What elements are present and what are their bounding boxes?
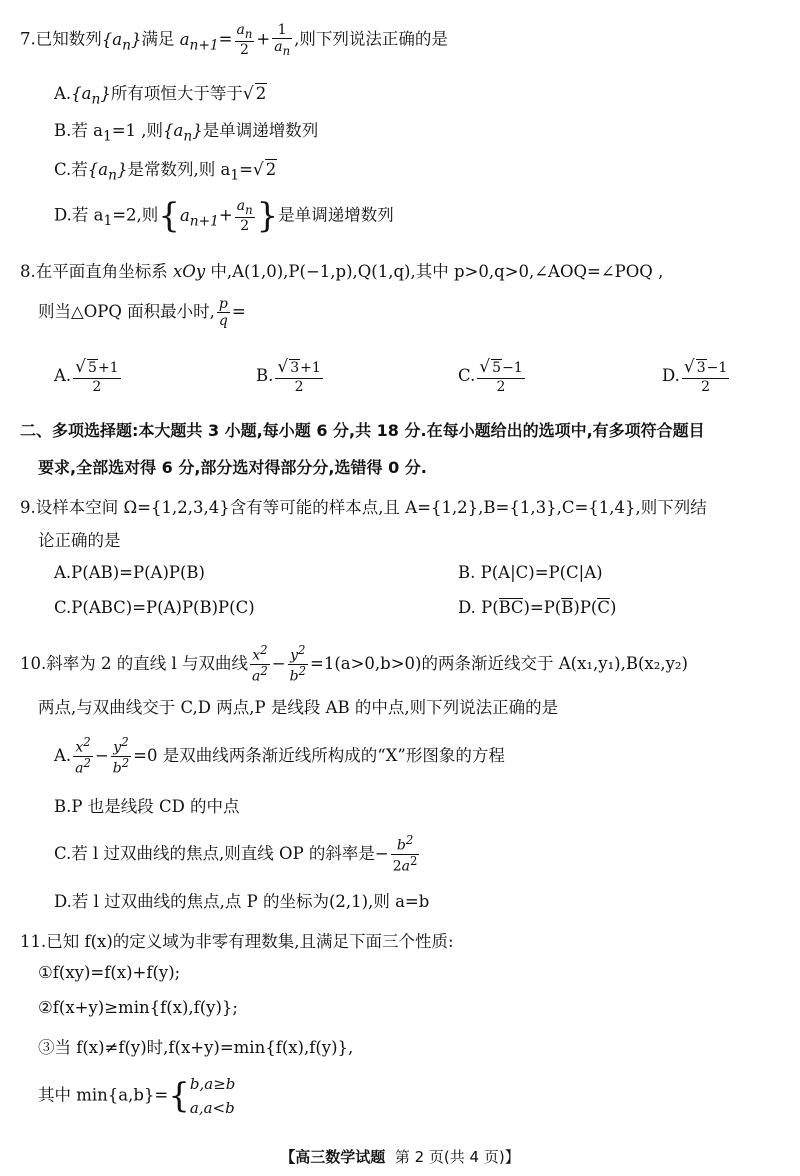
section2-heading-cont: 要求,全部选对得 6 分,部分选对得部分分,选错得 0 分. — [38, 458, 427, 477]
q10-fraction-y2-b2: $\frac{y^2}{b^2}$ — [289, 643, 306, 685]
q10-stem-text-2: =1(a>0,b>0)的两条渐近线交于 A(x₁,y₁),B(x₂,y₂) — [310, 653, 688, 673]
q8-stem-text: 8.在平面直角坐标系 — [20, 262, 173, 281]
q11-stem: 11.已知 f(x)的定义域为非零有理数集,且满足下面三个性质: — [20, 932, 454, 951]
q10-stem-text: 10.斜率为 2 的直线 l 与双曲线 — [20, 653, 248, 673]
q8-option-a — [54, 358, 123, 395]
q8-b-den: 2 — [294, 378, 304, 395]
q11-case-1: b,a≥b — [189, 1075, 236, 1093]
q10-a-label: A. — [54, 745, 72, 765]
q7-b-text: B.若 a — [54, 121, 103, 140]
q10-option-d: D.若 l 过双曲线的焦点,点 P 的坐标为(2,1),则 a=b — [54, 892, 430, 911]
q7-stem-text-3: ,则下列说法正确的是 — [294, 29, 448, 49]
q9-stem-cont: 论正确的是 — [38, 531, 121, 550]
q7-b-text-3: 是单调递增数列 — [202, 121, 319, 140]
q7-option-d: D.若 $a_1=2$,则{$a_{n+1}+$ $\frac{a_n}{2}$ }是单调递增数列 — [54, 196, 394, 237]
footer-page-number: 第 2 页(共 4 页)】 — [394, 1148, 520, 1166]
q7-option-a: $A.\{a_n\}$所有项恒大于等于√ 2 — [54, 84, 267, 108]
q11-property-3: ③当 f(x)≠f(y)时,f(x+y)=min{f(x),f(y)}, — [38, 1038, 354, 1057]
q10-option-a: A. $\frac{x^2}{a^2}$ − $\frac{y^2}{b^2}$ =0 是双曲线两条渐近线所构成的“X”形图象的方程 — [54, 735, 505, 777]
q10-option-b: B.P 也是线段 CD 的中点 — [54, 797, 240, 816]
q11-property-1: ①f(xy)=f(x)+f(y); — [38, 963, 181, 982]
q10-stem: 10.斜率为 2 的直线 l 与双曲线 $\frac{x^2}{a^2}$ − $\frac{y^2}{b^2}$ =1(a>0,b>0)的两条渐近线交于 A(x₁,y₁),B(x₂,y₂) — [20, 643, 688, 685]
q8-c-radicand: 5 — [492, 360, 502, 376]
q10-option-c — [54, 834, 421, 875]
q9-option-a: A.P(AB)=P(A)P(B) — [54, 563, 205, 582]
q8-a-radicand: 5 — [88, 360, 97, 376]
q7-stem: 7.已知数列$\{a_n\}$满足 $a_{n+1}=$ $\frac{a_n}{2}$ + $\frac{1}{a_n}$ ,则下列说法正确的是 — [20, 22, 448, 59]
q11-min-definition: 其中 min{a,b}={ b,a≥b a,a<b — [38, 1072, 235, 1120]
q8-stem-cont — [38, 296, 246, 329]
q7-a-text: 所有项恒大于等于 — [110, 84, 243, 103]
page-footer — [0, 1146, 800, 1167]
q10-c-text: C.若 l 过双曲线的焦点,则直线 OP 的斜率是− — [54, 843, 389, 863]
q8-a-den: 2 — [92, 378, 102, 395]
q11-where-text: 其中 min{a,b}= — [38, 1085, 169, 1105]
q9-stem: 9.设样本空间 Ω={1,2,3,4}含有等可能的样本点,且 A={1,2},B={1,3},C={1,4},则下列结 — [20, 498, 707, 517]
section2-heading: 二、多项选择题:本大题共 3 小题,每小题 6 分,共 18 分.在每小题给出的选项中,有多项符合题目 — [20, 421, 705, 440]
q10-stem-cont: 两点,与双曲线交于 C,D 两点,P 是线段 AB 的中点,则下列说法正确的是 — [38, 698, 559, 717]
q8-stem-text-3: 则当△OPQ 面积最小时, — [38, 302, 215, 322]
q8-coord-system: xOy — [173, 262, 206, 281]
q8-c-den: 2 — [496, 378, 506, 395]
q11-cases — [190, 1072, 235, 1120]
q7-a-label: A. — [54, 84, 72, 103]
q11-property-2: ②f(x+y)≥min{f(x),f(y)}; — [38, 998, 238, 1017]
q9-option-b: B. P(A|C)=P(C|A) — [458, 563, 603, 582]
q10-c-fraction: $\frac{b^2}{2a^2}$ — [392, 833, 418, 875]
q9-d-pre: D. P( — [458, 598, 499, 617]
q7-option-b: B.若 $a_1=1$ ,则$\{a_n\}$是单调递增数列 — [54, 121, 319, 145]
q10-a-fraction-y: $\frac{y^2}{b^2}$ — [112, 735, 130, 777]
q8-a-label: A. — [54, 365, 72, 385]
q11-case-2: a,a<b — [189, 1099, 235, 1117]
q9-d-mid-2: )P( — [573, 598, 598, 617]
q10-a-fraction-x: $\frac{x^2}{a^2}$ — [75, 735, 91, 777]
q10-fraction-x2-a2: $\frac{x^2}{a^2}$ — [252, 643, 268, 685]
q9-option-d: D. P(BC)=P(B)P(C) — [458, 598, 617, 617]
q8-stem-text-2: 中,A(1,0),P(−1,p),Q(1,q),其中 p>0,q>0,∠AOQ=∠POQ , — [205, 262, 664, 281]
q7-d-fraction: $\frac{a_n}{2}$ — [236, 198, 253, 235]
q7-d-text: D.若 a — [54, 205, 104, 225]
q8-c-label: C. — [458, 365, 476, 385]
q9-d-end: ) — [610, 598, 617, 617]
q7-b-text-2: =1 ,则 — [111, 121, 164, 140]
q7-option-c: C.若$\{a_n\}$是常数列,则 $a_1=√$ 2 — [54, 160, 277, 184]
q8-b-label: B. — [256, 365, 274, 385]
q8-option-b — [256, 358, 325, 395]
q8-stem — [20, 258, 663, 282]
q8-fraction-p-over-q: $\frac{p}{q}$ — [218, 296, 228, 330]
q8-a-op: +1 — [97, 360, 119, 376]
q9-option-c: C.P(ABC)=P(A)P(B)P(C) — [54, 598, 255, 617]
q7-stem-text-2: 满足 — [141, 29, 180, 49]
q8-b-op: +1 — [300, 360, 321, 376]
q7-d-text-3: 是单调递增数列 — [278, 205, 394, 225]
q8-c-fraction: $\frac{√ 5-1}{2}$ — [479, 357, 523, 395]
q9-d-mid: )=P( — [523, 598, 562, 617]
q8-equals: = — [231, 302, 246, 322]
q8-option-c — [458, 358, 527, 395]
q8-d-label: D. — [662, 365, 680, 385]
q7-c-label: C.若 — [54, 160, 88, 179]
q8-c-op: −1 — [502, 360, 523, 376]
q8-b-fraction: $\frac{√ 3+1}{2}$ — [277, 357, 321, 395]
q7-fraction-an-over-2: $\frac{a_n}{2}$ — [236, 22, 253, 59]
q7-stem-text: 7.已知数列 — [20, 29, 102, 49]
q7-fraction-1-over-an: $\frac{1}{a_n}$ — [274, 22, 291, 58]
q7-c-text-2: = — [239, 160, 253, 179]
q8-d-op: −1 — [706, 360, 728, 376]
q8-a-fraction: $\frac{√ 5+1}{2}$ — [75, 357, 119, 395]
q10-a-text: =0 是双曲线两条渐近线所构成的“X”形图象的方程 — [133, 745, 505, 765]
q7-d-text-2: =2,则 — [112, 205, 159, 225]
q7-c-text: 是常数列,则 a — [127, 160, 231, 179]
q8-d-radicand: 3 — [696, 360, 706, 376]
q8-d-fraction: $\frac{√ 3-1}{2}$ — [683, 357, 728, 395]
q8-b-radicand: 3 — [290, 360, 300, 376]
footer-title: 【高三数学试题 — [280, 1148, 386, 1166]
q8-d-den: 2 — [701, 378, 711, 395]
q8-option-d — [662, 358, 731, 395]
